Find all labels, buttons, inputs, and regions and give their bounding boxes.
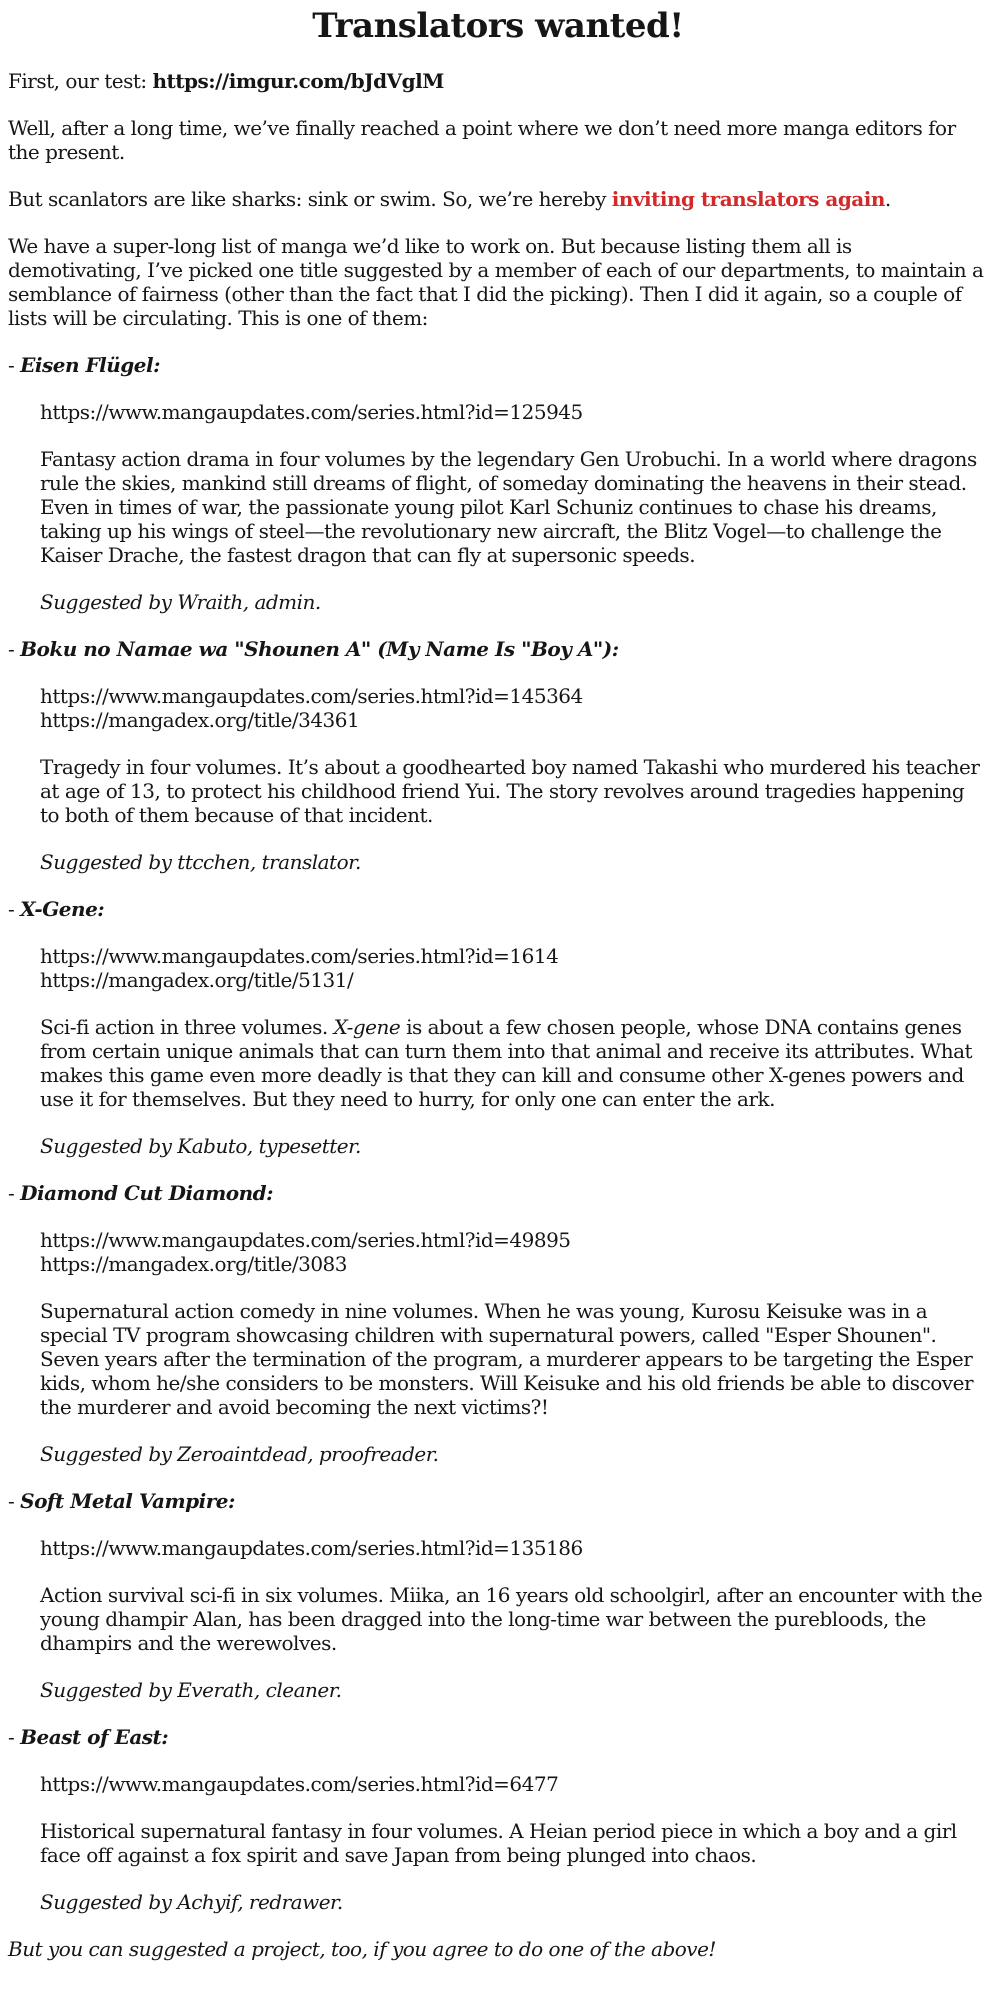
description-segment: Tragedy in four volumes. It’s about a goodhearted boy named Takashi who murdered his teacher at age of 13, to protect his childhood friend Yui. The story revolves around tragedies happening to both of them because of that incident.: [40, 755, 980, 827]
series-suggested: Suggested by Wraith, admin.: [40, 590, 321, 614]
series-title: [8, 1181, 988, 1205]
series-section: [8, 1725, 988, 1914]
series-description: [40, 1015, 988, 1111]
list-dash: -: [8, 1489, 21, 1513]
intro-sharks-paragraph: [8, 187, 988, 211]
series-url: https://www.mangaupdates.com/series.html?id=49895: [40, 1228, 571, 1252]
description-segment: Supernatural action comedy in nine volumes. When he was young, Kurosu Keisuke was in a special TV program showcasing children with supernatural powers, called "Esper Shounen". Seven years after the termination of the program, a murderer appears to be targeting the Esper kids, whom he/she considers to be monsters. Will Keisuke and his old friends be able to discover the murderer and avoid becoming the next victims?!: [40, 1299, 974, 1419]
series-list: [8, 353, 988, 1914]
series-title: [8, 897, 988, 921]
series-title-text: X-Gene:: [20, 897, 105, 921]
description-segment: Fantasy action drama in four volumes by the legendary Gen Urobuchi. In a world where dragons rule the skies, mankind still dreams of flight, of someday dominating the heavens in their stead. Even in times of war, the passionate young pilot Karl Schuniz continues to chase his dreams, taking up his wings of steel—the revolutionary new aircraft, the Blitz Vogel—to challenge the Kaiser Drache, the fastest dragon that can fly at supersonic speeds.: [40, 447, 977, 567]
series-title-text: Diamond Cut Diamond:: [20, 1181, 273, 1205]
series-section: [8, 637, 988, 874]
series-url: https://www.mangaupdates.com/series.html?id=125945: [40, 400, 583, 424]
series-title: [8, 1725, 988, 1749]
intro-test-label: First, our test:: [8, 69, 153, 93]
series-url: https://mangadex.org/title/34361: [40, 708, 360, 732]
list-dash: -: [8, 353, 21, 377]
intro-test-url: https://imgur.com/bJdVglM: [152, 69, 444, 93]
series-suggested: Suggested by Achyif, redrawer.: [40, 1890, 343, 1914]
description-segment: X-gene: [333, 1015, 401, 1039]
list-dash: -: [8, 897, 21, 921]
series-title-text: Boku no Namae wa "Shounen A" (My Name Is "Boy A"):: [20, 637, 619, 661]
inviting-translators-highlight: inviting translators again: [611, 187, 885, 211]
series-section: [8, 1489, 988, 1702]
series-title: [8, 1489, 988, 1513]
series-url: https://mangadex.org/title/5131/: [40, 968, 354, 992]
series-links: [40, 944, 988, 992]
series-suggested: Suggested by ttcchen, translator.: [40, 850, 361, 874]
series-section: [8, 1181, 988, 1466]
intro-list-paragraph: We have a super-long list of manga we’d like to work on. But because listing them all is demotivating, I’ve picked one title suggested by a member of each of our departments, to maintain a semblance of fairness (other than the fact that I did the picking). Then I did it again, so a couple of lists will be circulating. This is one of them:: [8, 234, 984, 330]
series-title-text: Eisen Flügel:: [20, 353, 160, 377]
series-section: [8, 353, 988, 614]
series-description: [40, 447, 988, 567]
series-links: [40, 684, 988, 732]
description-segment: is about a few chosen people, whose DNA contains genes from certain unique animals that can turn them into that animal and receive its attributes. What makes this game even more deadly is that they can kill and consume other X-genes powers and use it for themselves. But they need to hurry, for only one can enter the ark.: [40, 1015, 973, 1111]
footer-note: But you can suggested a project, too, if you agree to do one of the above!: [8, 1937, 716, 1961]
series-links: [40, 400, 988, 424]
series-links: [40, 1228, 988, 1276]
series-url: https://mangadex.org/title/3083: [40, 1252, 347, 1276]
series-links: [40, 1772, 988, 1796]
series-url: https://www.mangaupdates.com/series.html?id=135186: [40, 1536, 583, 1560]
series-url: https://www.mangaupdates.com/series.html?id=145364: [40, 684, 583, 708]
series-suggested: Suggested by Everath, cleaner.: [40, 1678, 342, 1702]
description-segment: Action survival sci-fi in six volumes. Miika, an 16 years old schoolgirl, after an encounter with the young dhampir Alan, has been dragged into the long-time war between the purebloods, the dhampirs and the werewolves.: [40, 1583, 983, 1655]
series-url: https://www.mangaupdates.com/series.html?id=6477: [40, 1772, 559, 1796]
series-description: [40, 1819, 988, 1867]
description-segment: Historical supernatural fantasy in four volumes. A Heian period piece in which a boy and a girl face off against a fox spirit and save Japan from being plunged into chaos.: [40, 1819, 957, 1867]
series-description: [40, 1299, 988, 1419]
description-segment: Sci-fi action in three volumes.: [40, 1015, 334, 1039]
intro-test-line: [8, 69, 988, 93]
intro-editors-paragraph: Well, after a long time, we’ve finally reached a point where we don’t need more manga editors for the present.: [8, 116, 956, 164]
sharks-prefix: But scanlators are like sharks: sink or swim. So, we’re hereby: [8, 187, 612, 211]
page-title: Translators wanted!: [312, 6, 684, 46]
series-links: [40, 1536, 988, 1560]
series-title-text: Soft Metal Vampire:: [20, 1489, 235, 1513]
list-dash: -: [8, 1725, 21, 1749]
series-section: [8, 897, 988, 1158]
series-url: https://www.mangaupdates.com/series.html?id=1614: [40, 944, 559, 968]
series-title: [8, 353, 988, 377]
series-description: [40, 1583, 988, 1655]
series-suggested: Suggested by Zeroaintdead, proofreader.: [40, 1442, 439, 1466]
series-suggested: Suggested by Kabuto, typesetter.: [40, 1134, 361, 1158]
series-title-text: Beast of East:: [20, 1725, 169, 1749]
series-description: [40, 755, 988, 827]
list-dash: -: [8, 1181, 21, 1205]
list-dash: -: [8, 637, 21, 661]
series-title: [8, 637, 988, 661]
sharks-suffix: .: [884, 187, 891, 211]
